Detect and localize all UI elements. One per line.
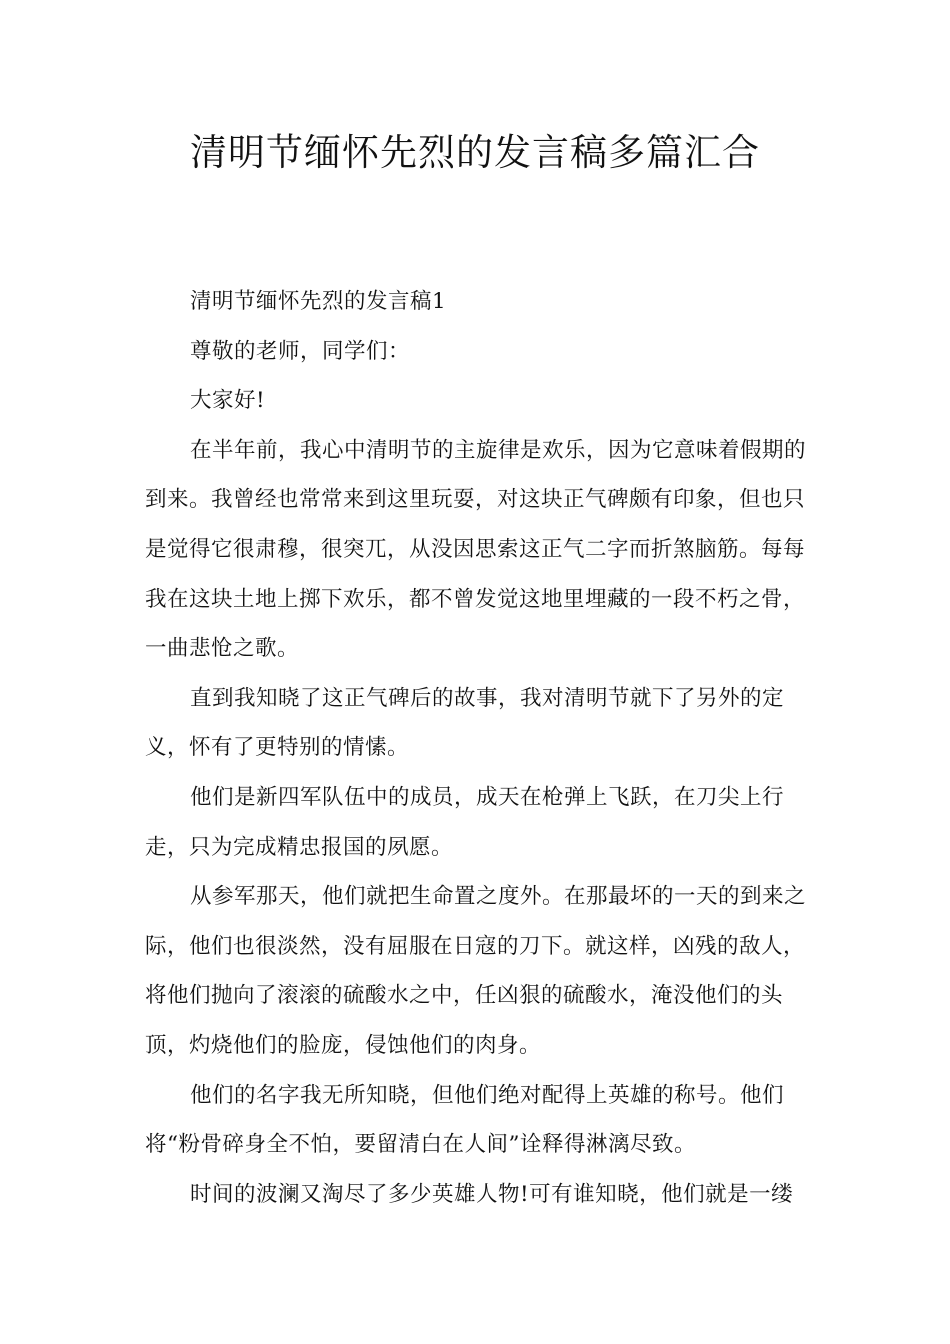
paragraph: 他们是新四军队伍中的成员，成天在枪弹上飞跃，在刀尖上行走，只为完成精忠报国的夙愿。 [145, 784, 785, 860]
paragraph: 从参军那天，他们就把生命置之度外。在那最坏的一天的到来之际，他们也很淡然，没有屈服在日寇的刀下。就这样，凶残的敌人，将他们抛向了滚滚的硫酸水之中，任凶狠的硫酸水，淹没他们的头顶，灼烧他们的脸庞，侵蚀他们的肉身。 [145, 884, 807, 1058]
paragraph: 在半年前，我心中清明节的主旋律是欢乐，因为它意味着假期的到来。我曾经也常常来到这里玩耍，对这块正气碑颇有印象，但也只是觉得它很肃穆，很突兀，从没因思索这正气二字而折煞脑筋。每每我在这块土地上掷下欢乐，都不曾发觉这地里埋藏的一段不朽之骨，一曲悲怆之歌。 [145, 437, 807, 662]
paragraph-subtitle: 清明节缅怀先烈的发言稿1 [190, 289, 447, 314]
document-title: 清明节缅怀先烈的发言稿多篇汇合 [190, 131, 760, 174]
paragraph: 直到我知晓了这正气碑后的故事，我对清明节就下了另外的定义，怀有了更特别的情愫。 [145, 685, 785, 761]
paragraph-salutation: 尊敬的老师，同学们： [190, 338, 411, 364]
paragraph-greeting: 大家好! [190, 388, 266, 414]
document-body [145, 277, 810, 1219]
paragraph: 时间的波澜又淘尽了多少英雄人物!可有谁知晓，他们就是一缕 [190, 1181, 794, 1207]
paragraph: 他们的名字我无所知晓，但他们绝对配得上英雄的称号。他们将“粉骨碎身全不怕，要留清白在人间”诠释得淋漓尽致。 [145, 1082, 785, 1158]
